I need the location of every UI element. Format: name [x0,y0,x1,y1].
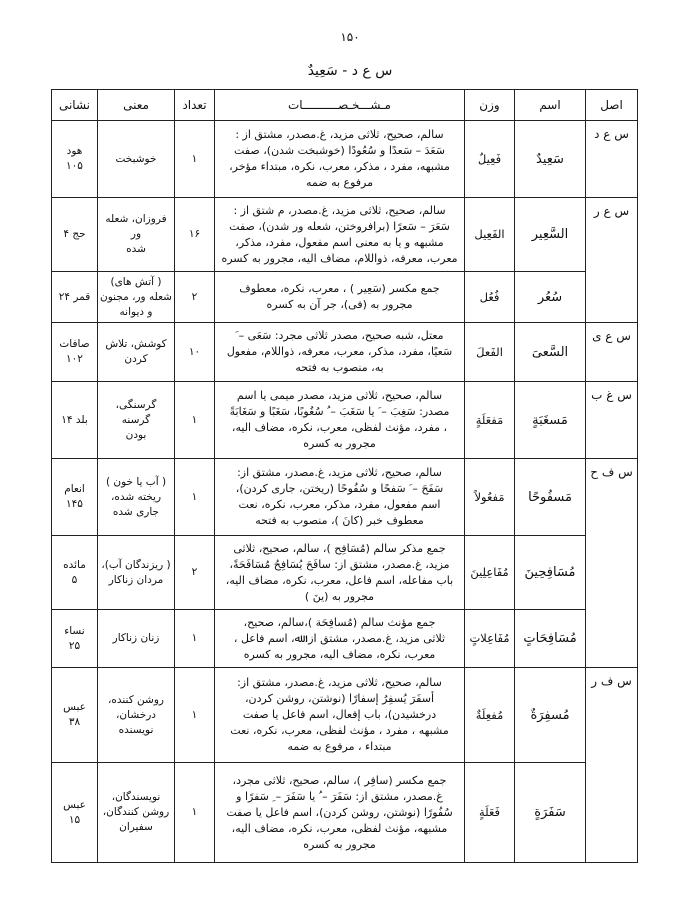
header-specs: مـشـــخـصــــــــــات [215,90,465,121]
count-cell: ۱۰ [175,323,215,382]
specs-cell: جمع مکسر (سَعِیر ) ، معرب، نکره، معطوف مجرور به (فی)، جر آن به کسره [215,272,465,323]
pattern-cell: فُعُل [465,272,515,323]
table-row [52,382,638,459]
pattern-cell: مَفعَلَةٍ [465,382,515,459]
count-cell: ۱ [175,121,215,198]
reference-cell: عبس ۱۵ [52,763,98,863]
meaning-cell: ( آب یا خون ) ریخته شده، جاری شده [98,459,175,536]
header-reference: نشانی [52,90,98,121]
table-row [52,763,638,863]
header-count: تعداد [175,90,215,121]
count-cell: ۱ [175,459,215,536]
count-cell: ۱ [175,668,215,763]
noun-cell: مُسفِرَةٌ [515,668,586,763]
table-row [52,121,638,198]
root-cell: س ف ر [586,668,638,863]
pattern-cell: الفَعلَ [465,323,515,382]
reference-cell: قمر ۲۴ [52,272,98,323]
root-cell: س ع ر [586,198,638,323]
meaning-cell: کوشش، تلاش کردن [98,323,175,382]
meaning-cell: ( ریزندگان آب)، مردان زناکار [98,536,175,610]
specs-cell: معتل، شبه صحیح، مصدر ثلاثی مجرد: سَعَی – َ سَعیًا، مفرد، مذکر، معرب، معرفه، ذواللام، مفعول به، منصوب به فتحه [215,323,465,382]
count-cell: ۱ [175,382,215,459]
table-row [52,272,638,323]
table-row [52,198,638,272]
reference-cell: حج ۴ [52,198,98,272]
noun-cell: السَّعِیر [515,198,586,272]
noun-cell: سَعِیدٌ [515,121,586,198]
header-noun: اسم [515,90,586,121]
pattern-cell: الفَعِیل [465,198,515,272]
header-pattern: وزن [465,90,515,121]
table-row [52,536,638,610]
meaning-cell: فروزان، شعله ور شده [98,198,175,272]
specs-cell: سالم، صحیح، ثلاثی مزید، غ.مصدر، مشتق از: أسفَرَ یُسفِرُ إسفارًا (نوشتن، روشن کردن، درخشیدن)، باب إفعال، اسم فاعل یا صفت مشبهه ، مفرد ، مؤنث لفظی، معرب، نکره، نعت مبتداء ، مرفوع به ضمه [215,668,465,763]
noun-cell: مَسفُوحًا [515,459,586,536]
noun-cell: مُسَافِحَاتٍ [515,610,586,668]
pattern-cell: مُفَاعِلاتٍ [465,610,515,668]
table-row [52,323,638,382]
noun-cell: مَسغَبَةٍ [515,382,586,459]
meaning-cell: خوشبخت [98,121,175,198]
table-body [52,121,638,863]
reference-cell: انعام ۱۴۵ [52,459,98,536]
reference-cell: مائده ۵ [52,536,98,610]
meaning-cell: گرسنگی، گرسنه بودن [98,382,175,459]
count-cell: ۱ [175,610,215,668]
root-cell: س غ ب [586,382,638,459]
meaning-cell: نویسندگان، روشن کنندگان، سفیران [98,763,175,863]
table-row [52,610,638,668]
count-cell: ۱۶ [175,198,215,272]
header-root: اصل [586,90,638,121]
pattern-cell: مُفَاعِلِینَ [465,536,515,610]
meaning-cell: ( آتش های) شعله ور، مجنون و دیوانه [98,272,175,323]
meaning-cell: زنان زناکار [98,610,175,668]
pattern-cell: فَعَلَةٍ [465,763,515,863]
specs-cell: سالم، صحیح، ثلاثی مزید، غ.مصدر، مشتق از : سَعَدَ – سَعدًا و سُعُودًا (خوشبخت شدن)، صفت مشبهه، مفرد ، مذکر، معرب، نکره، مبتداء مؤخر، مرفوع به ضمه [215,121,465,198]
root-cell: س ع د [586,121,638,198]
specs-cell: سالم، صحیح، ثلاثی مزید، مصدر میمی یا اسم مصدر: سَغِبَ – َ یا سَغَبَ – ُ سُغُوبًا، سَغَبًا و سَغَابَةً ، مفرد، مؤنث لفظی، معرب، نکره، مضاف الیه، مجرور به کسره [215,382,465,459]
page-number: ۱۵۰ [340,30,360,44]
table-row [52,459,638,536]
reference-cell: هود ۱۰۵ [52,121,98,198]
specs-cell: جمع مذکر سالم (مُسَافِح )، سالم، صحیح، ثلاثی مزید، غ.مصدر، مشتق از: سافَحَ یُسَافِحُ مُسَافَحَةً، باب مفاعله، اسم فاعل، معرب، نکره، مضاف الیه، مجرور به (ینَ ) [215,536,465,610]
count-cell: ۲ [175,272,215,323]
table-row [52,668,638,763]
reference-cell: بلد ۱۴ [52,382,98,459]
specs-cell: سالم، صحیح، ثلاثی مزید، غ.مصدر، م شتق از : سَعَرَ – سَعرًا (برافروختن، شعله ور شدن)، صفت مشبهه و یا به معنی اسم مفعول، مفرد، مذکر، معرب، معرفه، ذواللام، مضاف الیه، مجرور به کسره [215,198,465,272]
word-analysis-table [51,89,638,863]
reference-cell: صافات ۱۰۲ [52,323,98,382]
root-cell: س ع ی [586,323,638,382]
header-meaning: معنی [98,90,175,121]
specs-cell: جمع مکسر (سافِر )، سالم، صحیح، ثلاثی مجرد، غ.مصدر، مشتق از: سَفَرَ – ُ یا سَفَرَ – ِ سَفرًا و سُفُورًا (نوشتن، روشن کردن)، اسم فاعل یا صفت مشبهه، مؤنث لفظی، معرب، نکره، مضاف الیه، مجرور به کسره [215,763,465,863]
noun-cell: سُعُر [515,272,586,323]
noun-cell: سَفَرَةٍ [515,763,586,863]
pattern-cell: مُفعِلَةٌ [465,668,515,763]
noun-cell: السَّعیَ [515,323,586,382]
reference-cell: عبس ۳۸ [52,668,98,763]
table-header-row [52,90,638,121]
page-title: س ع د - سَعِیدٌ [307,63,393,79]
reference-cell: نساء ۲۵ [52,610,98,668]
count-cell: ۱ [175,763,215,863]
count-cell: ۲ [175,536,215,610]
root-cell: س ف ح [586,459,638,668]
noun-cell: مُسَافِحِینَ [515,536,586,610]
specs-cell: جمع مؤنث سالم (مُسافِحَة )،سالم، صحیح، ثلاثی مزید، غ.مصدر، مشتق از: ﷲ، اسم فاعل ، معرب، نکره، مضاف الیه، مجرور به کسره [215,610,465,668]
pattern-cell: فَعِیلٌ [465,121,515,198]
pattern-cell: مَفعُولاً [465,459,515,536]
meaning-cell: روشن کننده، درخشان، نویسنده [98,668,175,763]
specs-cell: سالم، صحیح، ثلاثی مزید، غ.مصدر، مشتق از: سَفَحَ – َ سَفحًا و سُفُوحًا (ریختن، جاری کردن)، اسم مفعول، مفرد، مذکر، معرب، نکره، نعت معطوف خبر (کانَ )، منصوب به فتحه [215,459,465,536]
